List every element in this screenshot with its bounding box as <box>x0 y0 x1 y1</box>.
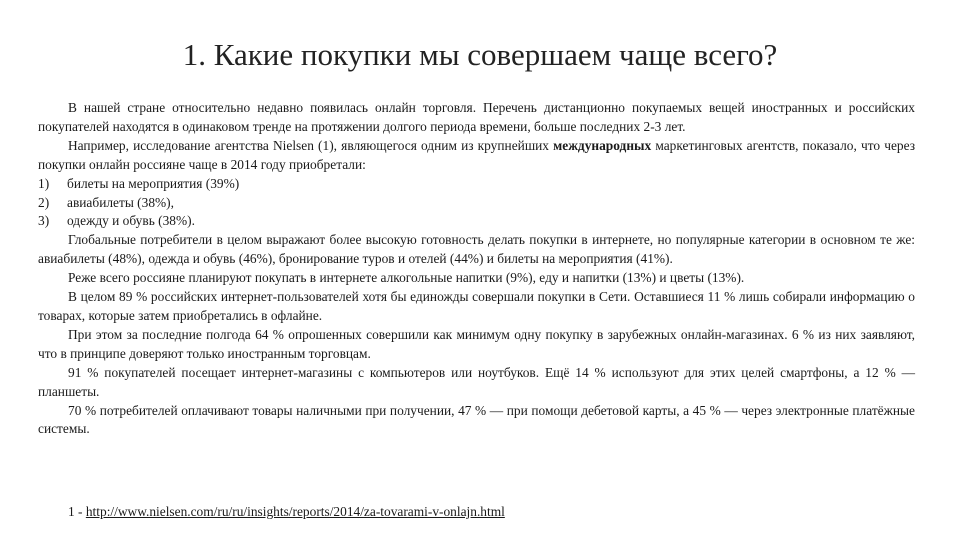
footnote <box>68 503 505 521</box>
list-number: 2) <box>38 194 50 210</box>
list-text: авиабилеты (38%), <box>67 194 174 210</box>
paragraph-payment: 70 % потребителей оплачивают товары наличными при получении, 47 % — при помощи дебетовой карты, а 45 % — через электронные платёжные системы. <box>38 402 915 437</box>
nielsen-agency-name: Nielsen <box>273 137 314 153</box>
nielsen-text-middle: , являющегося одним из крупнейших <box>333 137 554 153</box>
paragraph-nielsen <box>38 137 915 175</box>
slide-body <box>38 99 915 439</box>
source-link[interactable]: http://www.nielsen.com/ru/ru/insights/reports/2014/za-tovarami-v-onlajn.html <box>85 504 505 519</box>
list-item <box>38 194 915 213</box>
list-item <box>38 175 915 194</box>
list-item <box>38 212 915 231</box>
nielsen-text-start: Например, исследование агентства <box>68 137 273 153</box>
list-text: билеты на мероприятия (39%) <box>67 175 240 191</box>
list-text: одежду и обувь (38%). <box>67 213 195 229</box>
footnote-prefix: 1 - <box>68 504 86 519</box>
paragraph-devices: 91 % покупателей посещает интернет-магазины с компьютеров или ноутбуков. Ещё 14 % используют для этих целей смартфоны, а 12 % — планшеты. <box>38 364 915 399</box>
nielsen-text-end: маркетинговых агентств, показало, что через покупки онлайн россияне чаще в 2014 году приобретали: <box>38 137 916 172</box>
paragraph-foreign-stores: При этом за последние полгода 64 % опрошенных совершили как минимум одну покупку в зарубежных онлайн-магазинах. 6 % из них заявляют, что в принципе доверяют только иностранным торговцам. <box>38 326 915 361</box>
list-number: 3) <box>38 213 50 229</box>
emphasis-international: международных <box>553 137 652 153</box>
paragraph-intro: В нашей стране относительно недавно появилась онлайн торговля. Перечень дистанционно покупаемых вещей иностранных и российских покупателей находятся в одинаковом тренде на протяжении долгого периода времени, больше последних 2-3 лет. <box>38 100 915 134</box>
footnote-reference: (1) <box>313 137 334 153</box>
list-number: 1) <box>38 175 50 191</box>
paragraph-least-purchased: Реже всего россияне планируют покупать в интернете алкогольные напитки (9%), еду и напитки (13%) и цветы (13%). <box>68 270 745 286</box>
slide-title: 1. Какие покупки мы совершаем чаще всего? <box>182 37 778 72</box>
paragraph-global-consumers: Глобальные потребители в целом выражают более высокую готовность делать покупки в интернете, но популярные категории в основном те же: авиабилеты (48%), одежда и обувь (46%), бронирование туров и отелей (44%) и билеты на мероприятия (41%). <box>38 232 915 267</box>
paragraph-online-share: В целом 89 % российских интернет-пользователей хотя бы единожды совершали покупки в Сети. Оставшиеся 11 % лишь собирали информацию о товарах, которые затем приобретались в офлайне. <box>38 289 915 323</box>
